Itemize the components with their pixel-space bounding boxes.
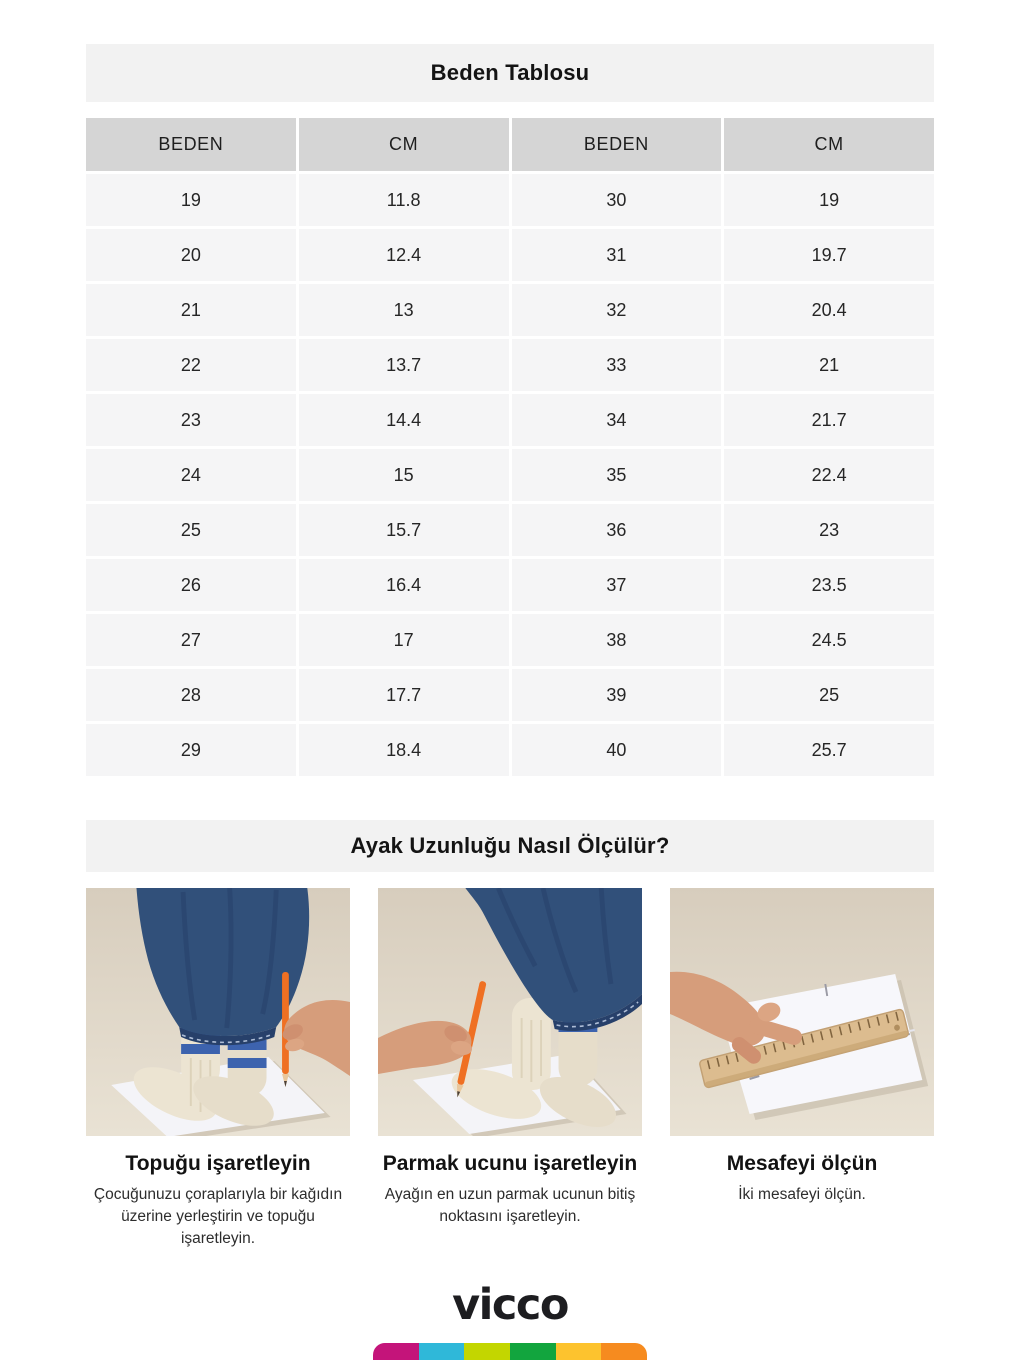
table-cell: 25 xyxy=(86,504,296,556)
brand-footer xyxy=(0,1282,1020,1328)
brand-color-segment xyxy=(601,1343,647,1360)
table-cell: 30 xyxy=(512,174,722,226)
page-content xyxy=(86,44,934,1250)
table-cell: 28 xyxy=(86,669,296,721)
measure-step-distance xyxy=(670,888,934,1250)
table-cell: 12.4 xyxy=(299,229,509,281)
table-cell: 15 xyxy=(299,449,509,501)
table-cell: 34 xyxy=(512,394,722,446)
column-header-beden-right: BEDEN xyxy=(512,118,722,171)
table-cell: 36 xyxy=(512,504,722,556)
spacer xyxy=(86,776,934,820)
table-cell: 19 xyxy=(86,174,296,226)
table-cell: 19.7 xyxy=(724,229,934,281)
table-cell: 15.7 xyxy=(299,504,509,556)
step-description: Çocuğunuzu çoraplarıyla bir kağıdın üzerine yerleştirin ve topuğu işaretleyin. xyxy=(93,1186,343,1247)
table-cell: 25 xyxy=(724,669,934,721)
table-cell: 14.4 xyxy=(299,394,509,446)
table-cell: 16.4 xyxy=(299,559,509,611)
size-table-title-bar xyxy=(86,44,934,102)
column-header-cm-right: CM xyxy=(724,118,934,171)
step-heading: Topuğu işaretleyin xyxy=(125,1152,311,1175)
table-cell: 38 xyxy=(512,614,722,666)
table-cell: 27 xyxy=(86,614,296,666)
table-cell: 13.7 xyxy=(299,339,509,391)
vicco-logo: vicco xyxy=(452,1280,568,1330)
table-cell: 20 xyxy=(86,229,296,281)
table-cell: 13 xyxy=(299,284,509,336)
mark-toe-photo xyxy=(378,888,642,1136)
measure-section-title-bar xyxy=(86,820,934,872)
measure-step-toe xyxy=(378,888,642,1250)
column-header-cm-left: CM xyxy=(299,118,509,171)
size-table-title: Beden Tablosu xyxy=(430,60,590,85)
column-header-beden-left: BEDEN xyxy=(86,118,296,171)
table-cell: 29 xyxy=(86,724,296,776)
measure-distance-photo xyxy=(670,888,934,1136)
table-cell: 24 xyxy=(86,449,296,501)
table-cell: 39 xyxy=(512,669,722,721)
table-cell: 31 xyxy=(512,229,722,281)
table-cell: 23.5 xyxy=(724,559,934,611)
table-cell: 33 xyxy=(512,339,722,391)
measure-steps-row xyxy=(86,888,934,1250)
table-cell: 19 xyxy=(724,174,934,226)
step-description: Ayağın en uzun parmak ucunun bitiş noktasını işaretleyin. xyxy=(384,1186,636,1225)
spacer xyxy=(86,872,934,888)
size-table xyxy=(86,118,934,776)
measure-section-title: Ayak Uzunluğu Nasıl Ölçülür? xyxy=(350,833,670,858)
table-cell: 23 xyxy=(724,504,934,556)
brand-color-bar xyxy=(373,1343,647,1360)
table-cell: 17 xyxy=(299,614,509,666)
table-cell: 21 xyxy=(86,284,296,336)
table-cell: 17.7 xyxy=(299,669,509,721)
brand-color-segment xyxy=(373,1343,419,1360)
table-cell: 20.4 xyxy=(724,284,934,336)
table-cell: 35 xyxy=(512,449,722,501)
mark-heel-photo xyxy=(86,888,350,1136)
brand-color-segment xyxy=(464,1343,510,1360)
table-cell: 25.7 xyxy=(724,724,934,776)
table-cell: 22.4 xyxy=(724,449,934,501)
table-cell: 22 xyxy=(86,339,296,391)
table-cell: 21.7 xyxy=(724,394,934,446)
table-cell: 40 xyxy=(512,724,722,776)
step-description: İki mesafeyi ölçün. xyxy=(738,1186,866,1203)
table-cell: 18.4 xyxy=(299,724,509,776)
step-heading: Parmak ucunu işaretleyin xyxy=(382,1152,638,1175)
table-cell: 11.8 xyxy=(299,174,509,226)
measure-step-heel xyxy=(86,888,350,1250)
table-cell: 26 xyxy=(86,559,296,611)
spacer xyxy=(86,102,934,118)
table-cell: 37 xyxy=(512,559,722,611)
brand-color-segment xyxy=(556,1343,602,1360)
table-cell: 32 xyxy=(512,284,722,336)
brand-color-segment xyxy=(419,1343,465,1360)
brand-color-segment xyxy=(510,1343,556,1360)
table-cell: 23 xyxy=(86,394,296,446)
table-cell: 24.5 xyxy=(724,614,934,666)
step-heading: Mesafeyi ölçün xyxy=(726,1152,878,1175)
table-cell: 21 xyxy=(724,339,934,391)
